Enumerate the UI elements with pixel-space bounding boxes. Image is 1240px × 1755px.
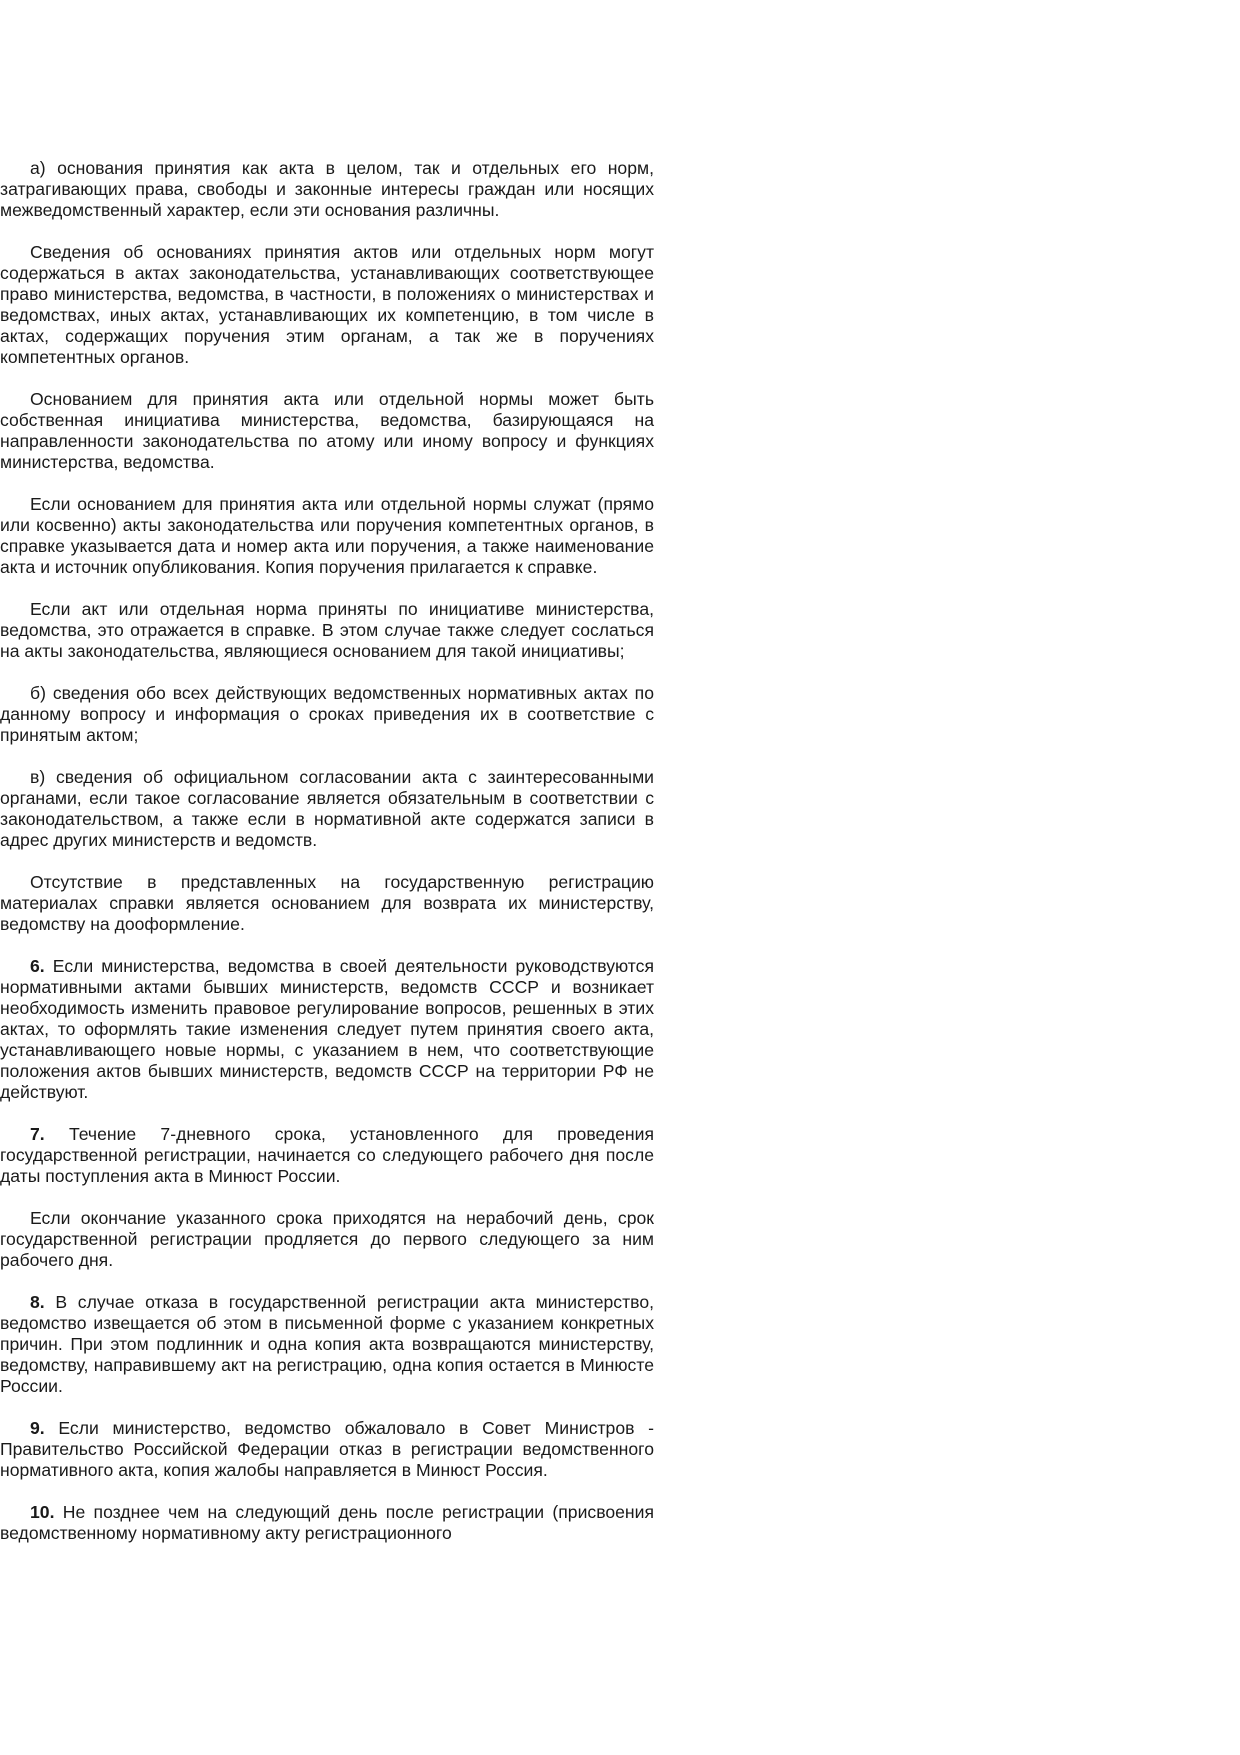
paragraph xyxy=(0,242,654,368)
paragraph xyxy=(0,683,654,746)
paragraph xyxy=(0,1124,654,1187)
paragraph-number: 7. xyxy=(30,1124,45,1144)
paragraph xyxy=(0,494,654,578)
paragraph xyxy=(0,599,654,662)
paragraph xyxy=(0,956,654,1103)
paragraph xyxy=(0,1292,654,1397)
paragraph-text: Основанием для принятия акта или отдельной нормы может быть собственная инициатива министерства, ведомства, базирующаяся на направленности законодательства по атому или иному вопросу и функциях министерства, ведомства. xyxy=(0,389,654,472)
paragraph-text: Если основанием для принятия акта или отдельной нормы служат (прямо или косвенно) акты законодательства или поручения компетентных органов, в справке указывается дата и номер акта или поручения, а также наименование акта и источник опубликования. Копия поручения прилагается к справке. xyxy=(0,494,654,577)
paragraph-text: б) сведения обо всех действующих ведомственных нормативных актах по данному вопросу и информация о сроках приведения их в соответствие с принятым актом; xyxy=(0,683,654,745)
paragraph xyxy=(0,158,654,221)
paragraph xyxy=(0,389,654,473)
paragraph-text: Сведения об основаниях принятия актов или отдельных норм могут содержаться в актах законодательства, устанавливающих соответствующее право министерства, ведомства, в частности, в положениях о министерствах и ведомствах, иных актах, устанавливающих их компетенцию, в том числе в актах, содержащих поручения этим органам, а так же в поручениях компетентных органов. xyxy=(0,242,654,367)
paragraph-text: Если министерство, ведомство обжаловало в Совет Министров - Правительство Российской Федерации отказ в регистрации ведомственного нормативного акта, копия жалобы направляется в Минюст Россия. xyxy=(0,1418,654,1480)
paragraph-number: 8. xyxy=(30,1292,45,1312)
paragraph xyxy=(0,767,654,851)
paragraph-text: Течение 7-дневного срока, установленного для проведения государственной регистрации, начинается со следующего рабочего дня после даты поступления акта в Минюст России. xyxy=(0,1124,654,1186)
paragraph-text: Отсутствие в представленных на государственную регистрацию материалах справки является основанием для возврата их министерству, ведомству на дооформление. xyxy=(0,872,654,934)
paragraph-text: в) сведения об официальном согласовании акта с заинтересованными органами, если такое согласование является обязательным в соответствии с законодательством, а также если в нормативной акте содержатся записи в адрес других министерств и ведомств. xyxy=(0,767,654,850)
paragraph xyxy=(0,1208,654,1271)
paragraph xyxy=(0,1502,654,1544)
paragraph-number: 10. xyxy=(30,1502,55,1522)
paragraph-text: а) основания принятия как акта в целом, так и отдельных его норм, затрагивающих права, свободы и законные интересы граждан или носящих межведомственный характер, если эти основания различны. xyxy=(0,158,654,220)
document-page xyxy=(0,158,654,1565)
paragraph-number: 9. xyxy=(30,1418,45,1438)
paragraph-number: 6. xyxy=(30,956,45,976)
paragraph-text: В случае отказа в государственной регистрации акта министерство, ведомство извещается об этом в письменной форме с указанием конкретных причин. При этом подлинник и одна копия акта возвращаются министерству, ведомству, направившему акт на регистрацию, одна копия остается в Минюсте России. xyxy=(0,1292,654,1396)
paragraph-text: Если акт или отдельная норма приняты по инициативе министерства, ведомства, это отражается в справке. В этом случае также следует сослаться на акты законодательства, являющиеся основанием для такой инициативы; xyxy=(0,599,654,661)
paragraph xyxy=(0,1418,654,1481)
paragraph-text: Если министерства, ведомства в своей деятельности руководствуются нормативными актами бывших министерств, ведомств СССР и возникает необходимость изменить правовое регулирование вопросов, решенных в этих актах, то оформлять такие изменения следует путем принятия своего акта, устанавливающего новые нормы, с указанием в нем, что соответствующие положения актов бывших министерств, ведомств СССР на территории РФ не действуют. xyxy=(0,956,654,1102)
paragraph xyxy=(0,872,654,935)
paragraph-text: Если окончание указанного срока приходятся на нерабочий день, срок государственной регистрации продляется до первого следующего за ним рабочего дня. xyxy=(0,1208,654,1270)
paragraph-text: Не позднее чем на следующий день после регистрации (присвоения ведомственному нормативному акту регистрационного xyxy=(0,1502,654,1543)
